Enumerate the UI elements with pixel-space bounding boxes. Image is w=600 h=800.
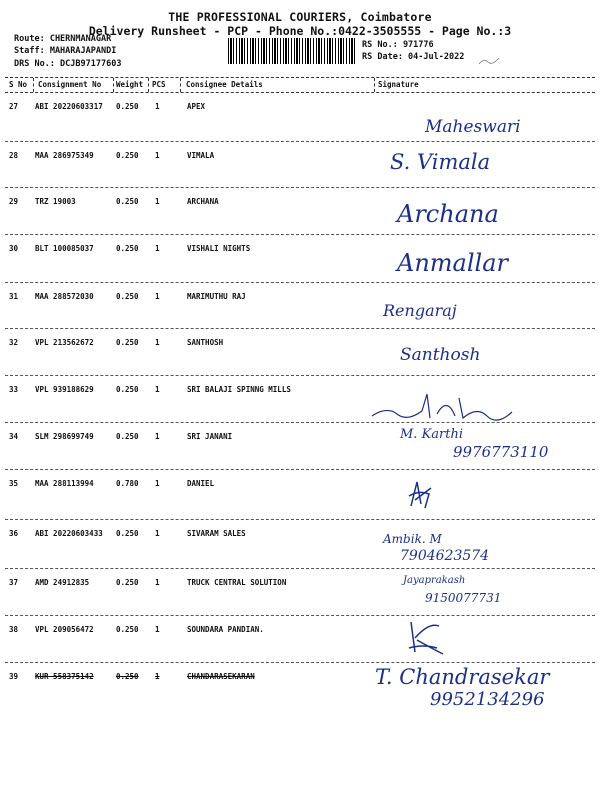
rs-date: RS Date: 04-Jul-2022 (362, 52, 465, 62)
initials-scribble (478, 56, 500, 66)
signature-phone: 9952134296 (430, 689, 545, 710)
signature-text: Ambik. M (383, 532, 442, 546)
row-weight: 0.250 (116, 432, 139, 441)
table-row (5, 142, 595, 188)
row-pcs: 1 (155, 151, 160, 160)
row-weight: 0.250 (116, 385, 139, 394)
row-sno: 28 (9, 151, 19, 160)
runsheet-header (0, 0, 600, 78)
row-consignee: VISHALI NIGHTS (187, 244, 251, 253)
company-title: THE PROFESSIONAL COURIERS, Coimbatore (168, 10, 432, 24)
row-weight: 0.250 (116, 672, 139, 681)
row-consignment: KUR 558375142 (35, 672, 94, 681)
row-sno: 39 (9, 672, 19, 681)
signature-scribble (367, 386, 517, 426)
row-consignment: ABI 20220603317 (35, 102, 103, 111)
delivery-table (5, 77, 595, 715)
table-row (5, 520, 595, 569)
row-pcs: 1 (155, 479, 160, 488)
runsheet-subtitle: Delivery Runsheet - PCP - Phone No.:0422-3505555 - Page No.:3 (88, 24, 512, 38)
row-sno: 30 (9, 244, 19, 253)
row-consignee: TRUCK CENTRAL SOLUTION (187, 578, 287, 587)
signature-text: Archana (397, 200, 499, 228)
row-sno: 33 (9, 385, 19, 394)
row-sno: 29 (9, 197, 19, 206)
signature-text: M. Karthi (400, 427, 464, 442)
row-weight: 0.250 (116, 244, 139, 253)
row-consignee: APEX (187, 102, 206, 111)
row-consignee: SOUNDARA PANDIAN. (187, 625, 264, 634)
col-pcs: PCS (152, 80, 166, 89)
row-consignment: SLM 298699749 (35, 432, 94, 441)
col-sno: S No (9, 80, 28, 89)
signature-text: T. Chandrasekar (375, 665, 550, 689)
row-consignment: MAA 288572030 (35, 292, 94, 301)
table-row (5, 376, 595, 423)
table-row (5, 329, 595, 376)
table-row (5, 470, 595, 520)
row-consignee: SRI BALAJI SPINNG MILLS (187, 385, 291, 394)
row-sno: 27 (9, 102, 19, 111)
row-weight: 0.250 (116, 338, 139, 347)
signature-phone: 9150077731 (425, 591, 502, 605)
table-header (5, 77, 595, 93)
table-row (5, 663, 595, 715)
row-consignment: TRZ 19003 (35, 197, 76, 206)
barcode-image (228, 38, 356, 64)
table-row (5, 616, 595, 663)
table-row (5, 423, 595, 470)
row-consignment: VPL 939188629 (35, 385, 94, 394)
rs-number: RS No.: 971776 (362, 40, 434, 50)
row-consignee: SRI JANANI (187, 432, 233, 441)
col-signature: Signature (378, 80, 419, 89)
signature-text: S. Vimala (390, 150, 491, 174)
row-pcs: 1 (155, 102, 160, 111)
row-pcs: 1 (155, 292, 160, 301)
signature-text: Anmallar (397, 249, 508, 277)
row-pcs: 1 (155, 385, 160, 394)
row-sno: 38 (9, 625, 19, 634)
row-consignment: VPL 209056472 (35, 625, 94, 634)
row-consignee: DANIEL (187, 479, 215, 488)
signature-text: Santhosh (400, 345, 481, 365)
staff-label: Staff: MAHARAJAPANDI (14, 46, 117, 56)
row-consignee: ARCHANA (187, 197, 219, 206)
table-row (5, 283, 595, 329)
row-weight: 0.250 (116, 102, 139, 111)
row-pcs: 1 (155, 672, 160, 681)
row-weight: 0.780 (116, 479, 139, 488)
row-consignment: ABI 20220603433 (35, 529, 103, 538)
signature-phone: 9976773110 (453, 443, 549, 461)
row-sno: 31 (9, 292, 19, 301)
signature-phone: 7904623574 (400, 548, 490, 564)
row-pcs: 1 (155, 197, 160, 206)
row-sno: 37 (9, 578, 19, 587)
row-weight: 0.250 (116, 578, 139, 587)
col-consignee: Consignee Details (186, 80, 263, 89)
row-consignee: SIVARAM SALES (187, 529, 246, 538)
row-weight: 0.250 (116, 197, 139, 206)
row-weight: 0.250 (116, 625, 139, 634)
signature-scribble (403, 618, 447, 658)
signature-text: Rengaraj (383, 301, 457, 320)
row-pcs: 1 (155, 432, 160, 441)
row-consignment: VPL 213562672 (35, 338, 94, 347)
signature-scribble (403, 478, 437, 512)
row-pcs: 1 (155, 578, 160, 587)
drs-number: DRS No.: DCJB97177603 (14, 59, 122, 69)
row-weight: 0.250 (116, 151, 139, 160)
row-sno: 34 (9, 432, 19, 441)
row-consignee: SANTHOSH (187, 338, 224, 347)
row-consignee: VIMALA (187, 151, 215, 160)
row-consignment: BLT 100085037 (35, 244, 94, 253)
signature-text: Maheswari (425, 117, 521, 137)
table-row (5, 235, 595, 283)
row-consignment: AMD 24912835 (35, 578, 90, 587)
row-consignee: CHANDARASEKARAN (187, 672, 255, 681)
col-consignment: Consignment No (38, 80, 102, 89)
col-weight: Weight (116, 80, 144, 89)
row-pcs: 1 (155, 529, 160, 538)
row-sno: 35 (9, 479, 19, 488)
row-consignee: MARIMUTHU RAJ (187, 292, 246, 301)
row-consignment: MAA 286975349 (35, 151, 94, 160)
row-pcs: 1 (155, 625, 160, 634)
row-consignment: MAA 288113994 (35, 479, 94, 488)
row-weight: 0.250 (116, 292, 139, 301)
table-row (5, 569, 595, 616)
signature-text: Jayaprakash (403, 575, 466, 586)
table-row (5, 188, 595, 235)
route-label: Route: CHERNMANAGAR (14, 34, 112, 44)
row-sno: 36 (9, 529, 19, 538)
row-sno: 32 (9, 338, 19, 347)
row-pcs: 1 (155, 244, 160, 253)
row-pcs: 1 (155, 338, 160, 347)
table-row (5, 93, 595, 142)
row-weight: 0.250 (116, 529, 139, 538)
